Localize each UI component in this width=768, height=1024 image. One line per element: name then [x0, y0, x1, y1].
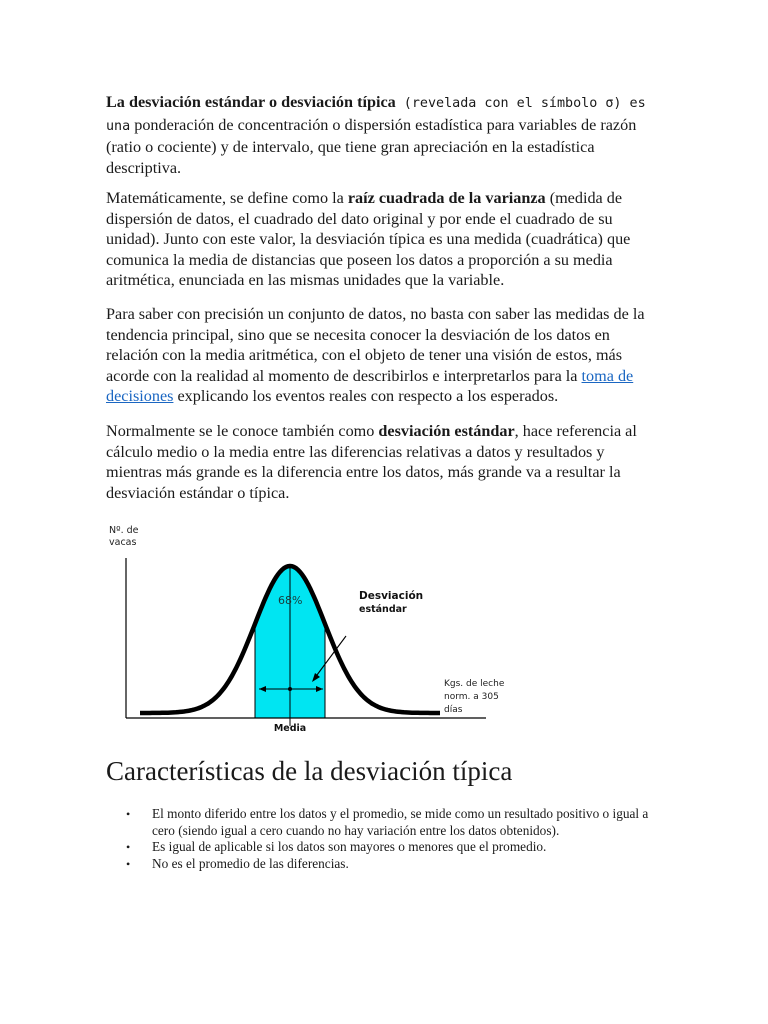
- paragraph-text: Para saber con precisión un conjunto de datos, no basta con saber las medidas de la tendencia principal, sino que se necesita conocer la desviación de los datos en relación con la media aritmética, con el objeto de tener una visión de estos, más acorde con la realidad al momento de describirlos e interpretarlos para la: [106, 305, 645, 385]
- sigma-note: (revelada con el símbolo σ) es una: [106, 96, 646, 134]
- bell-curve-diagram: [106, 518, 505, 740]
- definition-term: La desviación estándar o desviación típica: [106, 93, 396, 111]
- x-axis-label: norm. a 305: [444, 692, 499, 702]
- paragraph-standard: [106, 421, 662, 503]
- percent-label: 68%: [278, 594, 303, 607]
- x-axis-label: Kgs. de leche: [444, 679, 505, 689]
- mean-label: Media: [273, 723, 307, 734]
- y-axis-label: Nº. de: [109, 525, 139, 536]
- paragraph-text: Matemáticamente, se define como la: [106, 189, 348, 207]
- bullet-icon: •: [126, 856, 131, 871]
- paragraph-text: , hace referencia al cálculo medio o la media entre las diferencias relativas a datos y resultados y mientras más grande es la diferencia entre los datos, más grande va a resultar la desviación estándar o típica.: [106, 422, 637, 502]
- definition-text: ponderación de concentración o dispersión estadística para variables de razón (ratio o cociente) y de intervalo, que tiene gran apreciación en la estadística descriptiva.: [106, 115, 637, 177]
- paragraph-definition: [106, 92, 662, 178]
- section-heading: Características de la desviación típica: [106, 756, 513, 786]
- paragraph-precision: [106, 304, 662, 407]
- annotation-label: Desviación: [359, 590, 424, 602]
- paragraph-text: explicando los eventos reales con respecto a los esperados.: [173, 387, 559, 406]
- list-item-text: El monto diferido entre los datos y el promedio, se mide como un resultado positivo o igual a cero (siendo igual a cero cuando no hay variación entre los datos obtenidos).: [152, 806, 649, 838]
- variance-term: raíz cuadrada de la varianza: [347, 189, 546, 207]
- mean-point: [288, 687, 292, 691]
- characteristics-list: [106, 806, 662, 872]
- decisions-link[interactable]: toma de decisiones: [106, 366, 634, 406]
- normal-distribution-figure: [106, 518, 505, 740]
- bullet-icon: •: [126, 840, 131, 855]
- list-item: [106, 856, 662, 873]
- y-axis-label: vacas: [109, 537, 137, 548]
- x-axis-label: días: [444, 705, 463, 715]
- annotation-label: estándar: [359, 604, 407, 615]
- list-item: [106, 806, 662, 839]
- paragraph-text: Normalmente se le conoce también como: [106, 422, 379, 440]
- list-item: [106, 839, 662, 856]
- paragraph-mathematical: [106, 188, 662, 291]
- list-item-text: No es el promedio de las diferencias.: [152, 855, 349, 871]
- paragraph-text: (medida de dispersión de datos, el cuadrado del dato original y por ende el cuadrado de su unidad). Junto con este valor, la desviación típica es una medida (cuadrática) que comunica la media de distancias que poseen los datos a proporción a su media aritmética, enunciada en las mismas unidades que la variable.: [106, 189, 631, 290]
- standard-term: desviación estándar: [378, 422, 515, 440]
- list-item-text: Es igual de aplicable si los datos son mayores o menores que el promedio.: [152, 839, 547, 855]
- bullet-icon: •: [126, 807, 131, 821]
